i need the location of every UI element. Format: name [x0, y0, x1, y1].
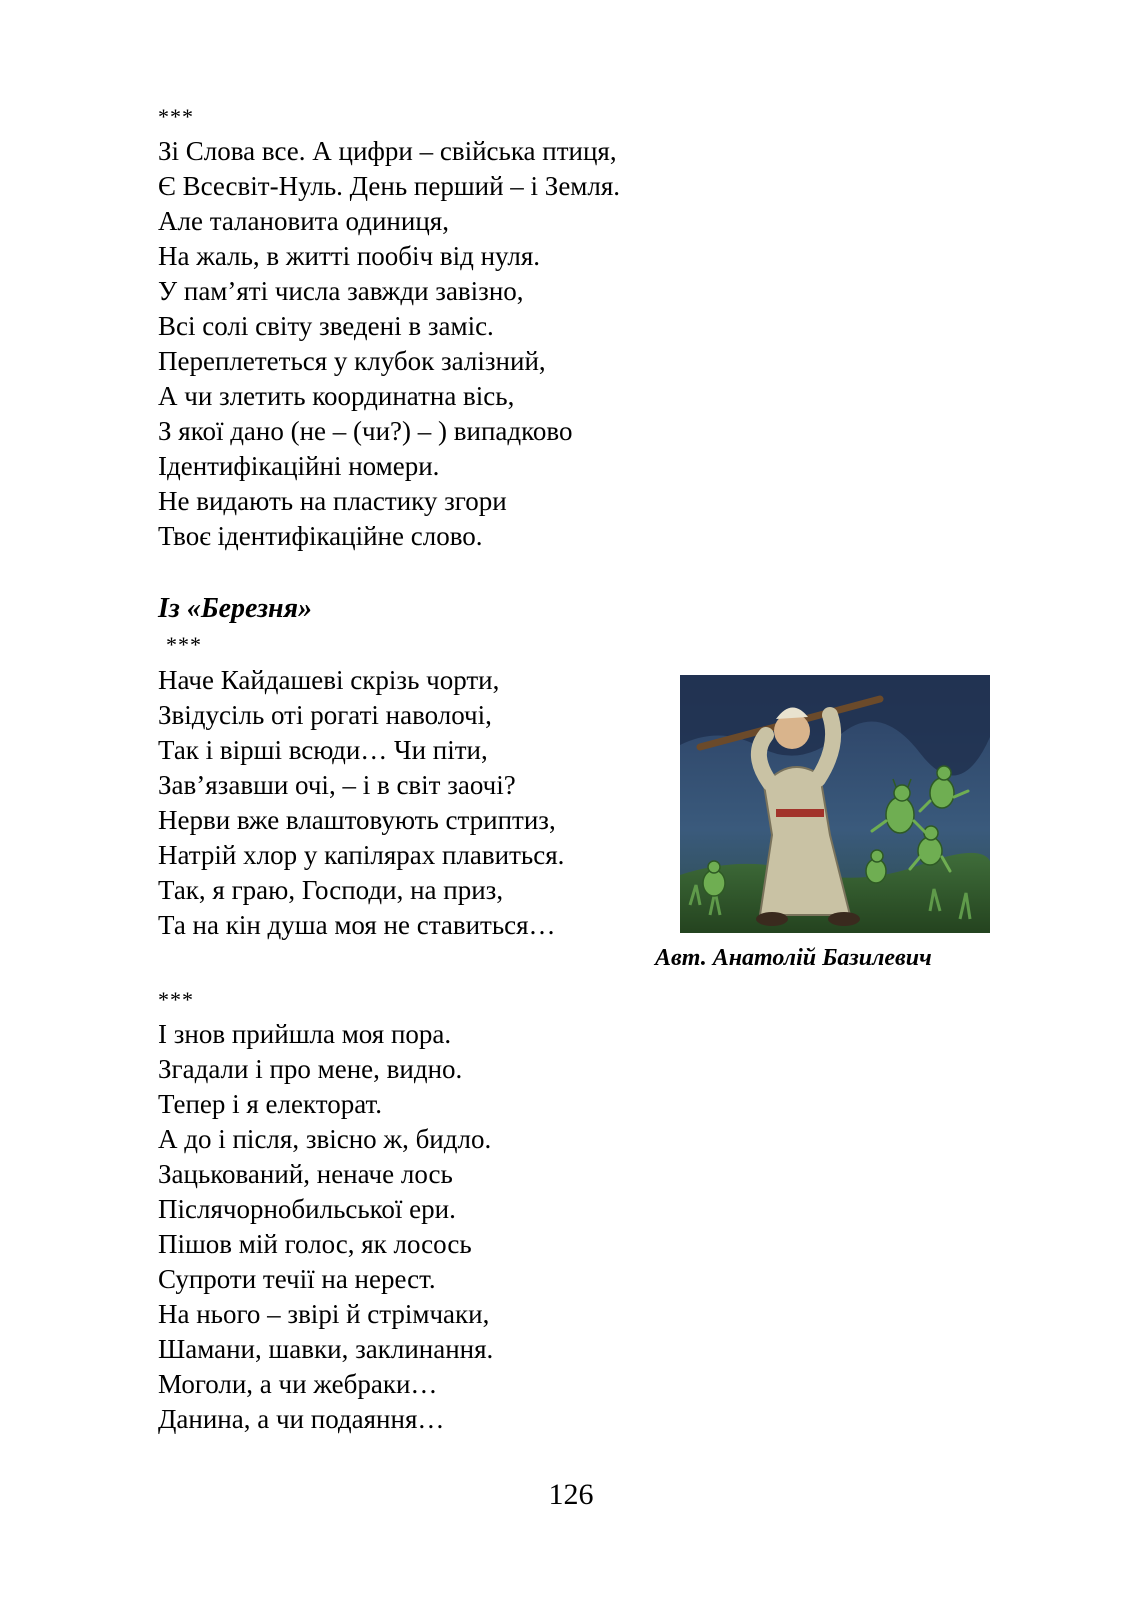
poem3-separator: ***: [158, 987, 194, 1012]
poem3-line: А до і після, звісно ж, бидло.: [158, 1124, 492, 1154]
poem3-line: І знов прийшла моя пора.: [158, 1019, 452, 1049]
poem2-line: Нерви вже влаштовують стриптиз,: [158, 805, 556, 835]
poem2-line: Натрій хлор у капілярах плавиться.: [158, 840, 565, 870]
poem2-line: Наче Кайдашеві скрізь чорти,: [158, 665, 500, 695]
poem1-line: Зі Слова все. А цифри – свійська птиця,: [158, 136, 617, 166]
page-number: 126: [548, 1478, 594, 1511]
poem1-line: На жаль, в житті пообіч від нуля.: [158, 241, 541, 271]
poem1-line: Не видають на пластику згори: [158, 486, 507, 516]
poem1-line: Переплететься у клубок залізний,: [158, 346, 546, 376]
poem1-line: У пам’яті числа завжди завізно,: [158, 276, 524, 306]
poem1-line: Ідентифікаційні номери.: [158, 451, 440, 481]
poem1-line: Твоє ідентифікаційне слово.: [158, 521, 483, 551]
section-title: Із «Березня»: [158, 593, 312, 624]
cossack-with-devils-icon: [680, 675, 990, 933]
poem1-line: Є Всесвіт-Нуль. День перший – і Земля.: [158, 171, 621, 201]
poem3-line: Пішов мій голос, як лосось: [158, 1229, 472, 1259]
poem3-line: Данина, а чи подаяння…: [158, 1404, 445, 1434]
poem3-line: Тепер і я електорат.: [158, 1089, 383, 1119]
poem3-line: Шамани, шавки, заклинання.: [158, 1334, 494, 1364]
poem3-line: На нього – звірі й стрімчаки,: [158, 1299, 490, 1329]
poem2-line: Звідусіль оті рогаті наволочі,: [158, 700, 492, 730]
poem3-line: Згадали і про мене, видно.: [158, 1054, 463, 1084]
poem3-line: Післячорнобильської ери.: [158, 1194, 456, 1224]
poem3-line: Моголи, а чи жебраки…: [158, 1369, 438, 1399]
cossack-illustration: [680, 675, 990, 933]
poem3-line: Зацькований, неначе лось: [158, 1159, 453, 1189]
poem3-line: Супроти течії на нерест.: [158, 1264, 436, 1294]
section-separator: ***: [166, 632, 202, 657]
poem1-line: А чи злетить координатна вісь,: [158, 381, 515, 411]
poem1-line: З якої дано (не – (чи?) – ) випадково: [158, 416, 573, 446]
poem2-line: Зав’язавши очі, – і в світ заочі?: [158, 770, 516, 800]
poem1-line: Але талановита одиниця,: [158, 206, 449, 236]
poem2-line: Та на кін душа моя не ставиться…: [158, 910, 556, 940]
poem1-line: Всі солі світу зведені в заміс.: [158, 311, 494, 341]
poem2-line: Так і вірші всюди… Чи піти,: [158, 735, 488, 765]
poem2-line: Так, я граю, Господи, на приз,: [158, 875, 504, 905]
illustration-caption: Авт. Анатолій Базилевич: [655, 945, 932, 971]
poem1-separator: ***: [158, 104, 194, 129]
